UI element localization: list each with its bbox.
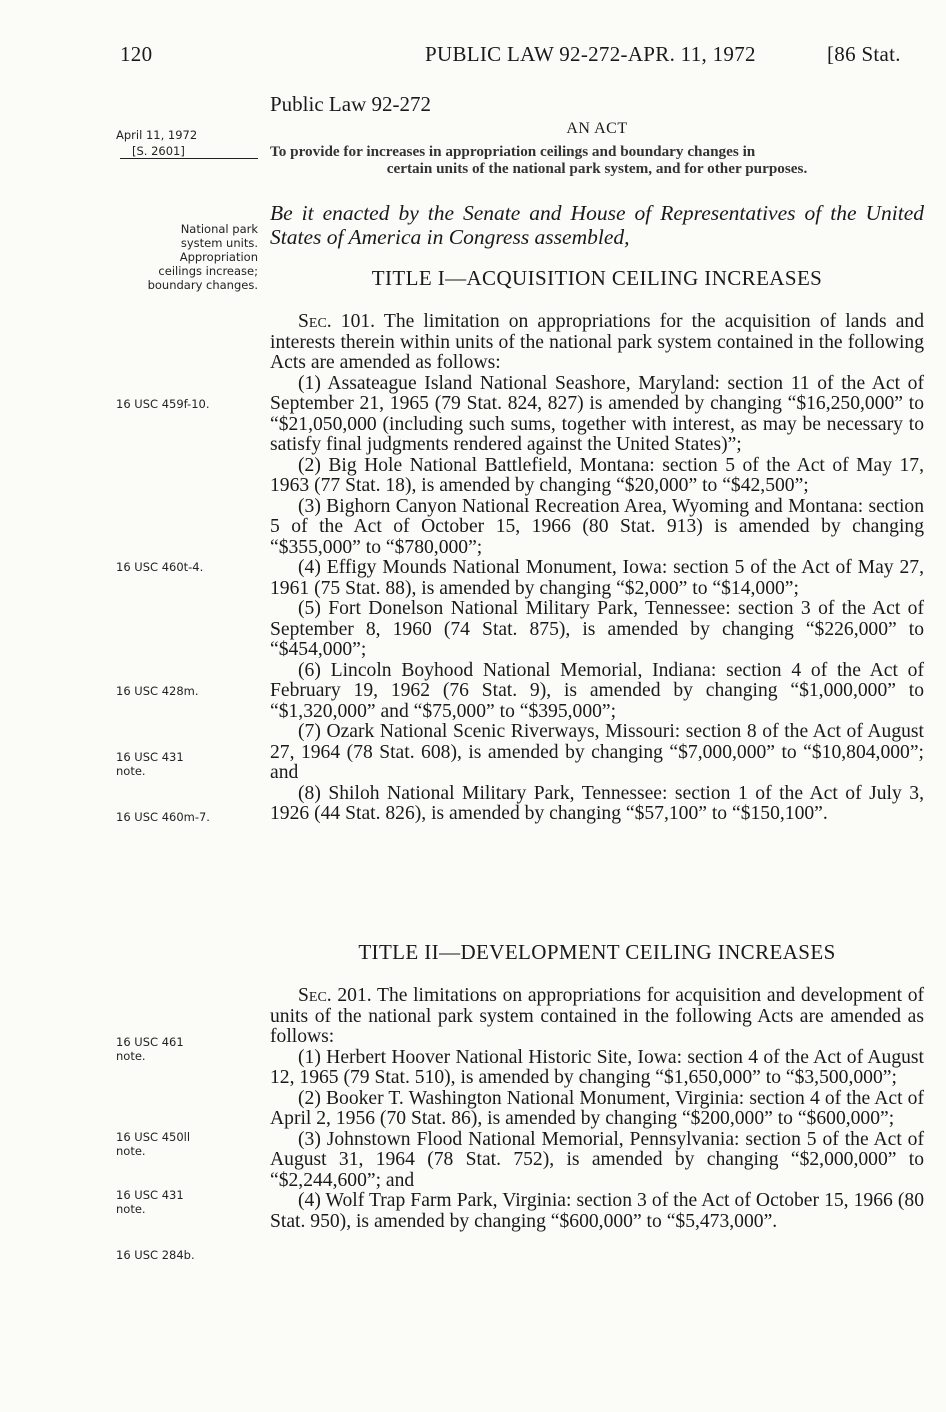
amendment-item: (7) Ozark National Scenic Riverways, Missouri: section 8 of the Act of August 27, 1964 (78 Stat. 608), is amended by changing “$7,000,000” to “$10,804,000”; and	[270, 721, 924, 783]
margin-rule	[120, 158, 258, 159]
usc-citation: 16 USC 431 note.	[116, 750, 184, 778]
usc-citation: 16 USC 284b.	[116, 1248, 195, 1262]
purpose-line: To provide for increases in appropriation ceilings and boundary changes in	[270, 143, 756, 160]
amendment-item: (2) Booker T. Washington National Monument, Virginia: section 4 of the Act of April 2, 1956 (70 Stat. 86), is amended by changing “$200,000” to “$600,000”;	[270, 1087, 924, 1129]
amendment-item: (3) Bighorn Canyon National Recreation Area, Wyoming and Montana: section 5 of the Act of October 15, 1966 (80 Stat. 913) is amended by changing “$355,000” to “$780,000”;	[270, 495, 924, 558]
section-label: Sec. 101.	[298, 311, 376, 332]
topic-note	[116, 222, 258, 292]
running-title: PUBLIC LAW 92-272-APR. 11, 1972	[425, 42, 756, 66]
amendment-item: (4) Effigy Mounds National Monument, Iowa: section 5 of the Act of May 27, 1961 (75 Stat. 88), is amended by changing “$2,000” to “$14,000”;	[270, 557, 924, 599]
enactment-date: April 11, 1972	[116, 128, 198, 142]
usc-citation: 16 USC 431 note.	[116, 1188, 184, 1216]
amendment-item: (3) Johnstown Flood National Memorial, Pennsylvania: section 5 of the Act of August 31, 1964 (78 Stat. 752), is amended by changing “$2,000,000” to “$2,244,600”; and	[270, 1128, 924, 1191]
section-intro: The limitations on appropriations for acquisition and development of units of the national park system contained in the following Acts are amended as follows:	[270, 985, 925, 1047]
law-title: Public Law 92-272	[270, 92, 431, 116]
usc-citation: 16 USC 450ll note.	[116, 1130, 191, 1158]
amendment-item: (8) Shiloh National Military Park, Tennessee: section 1 of the Act of July 3, 1926 (44 Stat. 826), is amended by changing “$57,100” to “$150,100”.	[270, 782, 924, 824]
title-two-body	[270, 986, 924, 1232]
topic-note-line: Appropriation	[179, 250, 258, 264]
enacting-clause: Be it enacted by the Senate and House of Representatives of the United States of America in Congress assembled,	[270, 201, 924, 249]
section-intro: The limitation on appropriations for the acquisition of lands and interests therein within units of the national park system contained in the following Acts are amended as follows:	[270, 311, 925, 373]
usc-citation: 16 USC 460m-7.	[116, 810, 210, 824]
amendment-item: (4) Wolf Trap Farm Park, Virginia: section 3 of the Act of October 15, 1966 (80 Stat. 950), is amended by changing “$600,000” to “$5,473,000”.	[270, 1190, 924, 1232]
topic-note-line: National park	[180, 222, 258, 236]
section-label: Sec. 201.	[298, 985, 372, 1006]
title-one-heading: TITLE I—ACQUISITION CEILING INCREASES	[371, 266, 823, 290]
title-one-body	[270, 312, 924, 825]
purpose-line: certain units of the national park system, and for other purposes.	[386, 160, 808, 177]
act-label: AN ACT	[566, 120, 628, 137]
usc-citation: 16 USC 428m.	[116, 684, 199, 698]
topic-note-line: boundary changes.	[147, 278, 258, 292]
usc-citation: 16 USC 461 note.	[116, 1035, 184, 1063]
topic-note-line: ceilings increase;	[158, 264, 258, 278]
amendment-item: (1) Herbert Hoover National Historic Site, Iowa: section 4 of the Act of August 12, 1965 (79 Stat. 510), is amended by changing “$1,650,000” to “$3,500,000”;	[270, 1046, 924, 1088]
page-number: 120	[120, 42, 153, 66]
amendment-item: (1) Assateague Island National Seashore, Maryland: section 11 of the Act of September 21, 1965 (79 Stat. 824, 827) is amended by changing “$16,250,000” to “$21,050,000 (including such sums, together with interest, as may be necessary to satisfy final judgments rendered against the United States)”;	[270, 372, 924, 455]
amendment-item: (6) Lincoln Boyhood National Memorial, Indiana: section 4 of the Act of February 19, 1962 (76 Stat. 9), is amended by changing “$1,000,000” to “$1,320,000” and “$75,000” to “$395,000”;	[270, 659, 924, 722]
topic-note-line: system units.	[180, 236, 258, 250]
amendment-item: (5) Fort Donelson National Military Park, Tennessee: section 3 of the Act of September 8, 1960 (74 Stat. 875), is amended by changing “$226,000” to “$454,000”;	[270, 598, 924, 660]
title-two-heading: TITLE II—DEVELOPMENT CEILING INCREASES	[358, 940, 836, 964]
stat-reference: [86 Stat.	[827, 42, 901, 66]
usc-citation: 16 USC 459f-10.	[116, 397, 210, 411]
usc-citation: 16 USC 460t-4.	[116, 560, 204, 574]
purpose-clause	[270, 143, 924, 177]
amendment-item: (2) Big Hole National Battlefield, Montana: section 5 of the Act of May 17, 1963 (77 Stat. 18), is amended by changing “$20,000” to “$42,500”;	[270, 454, 924, 496]
bill-number: [S. 2601]	[132, 144, 185, 158]
